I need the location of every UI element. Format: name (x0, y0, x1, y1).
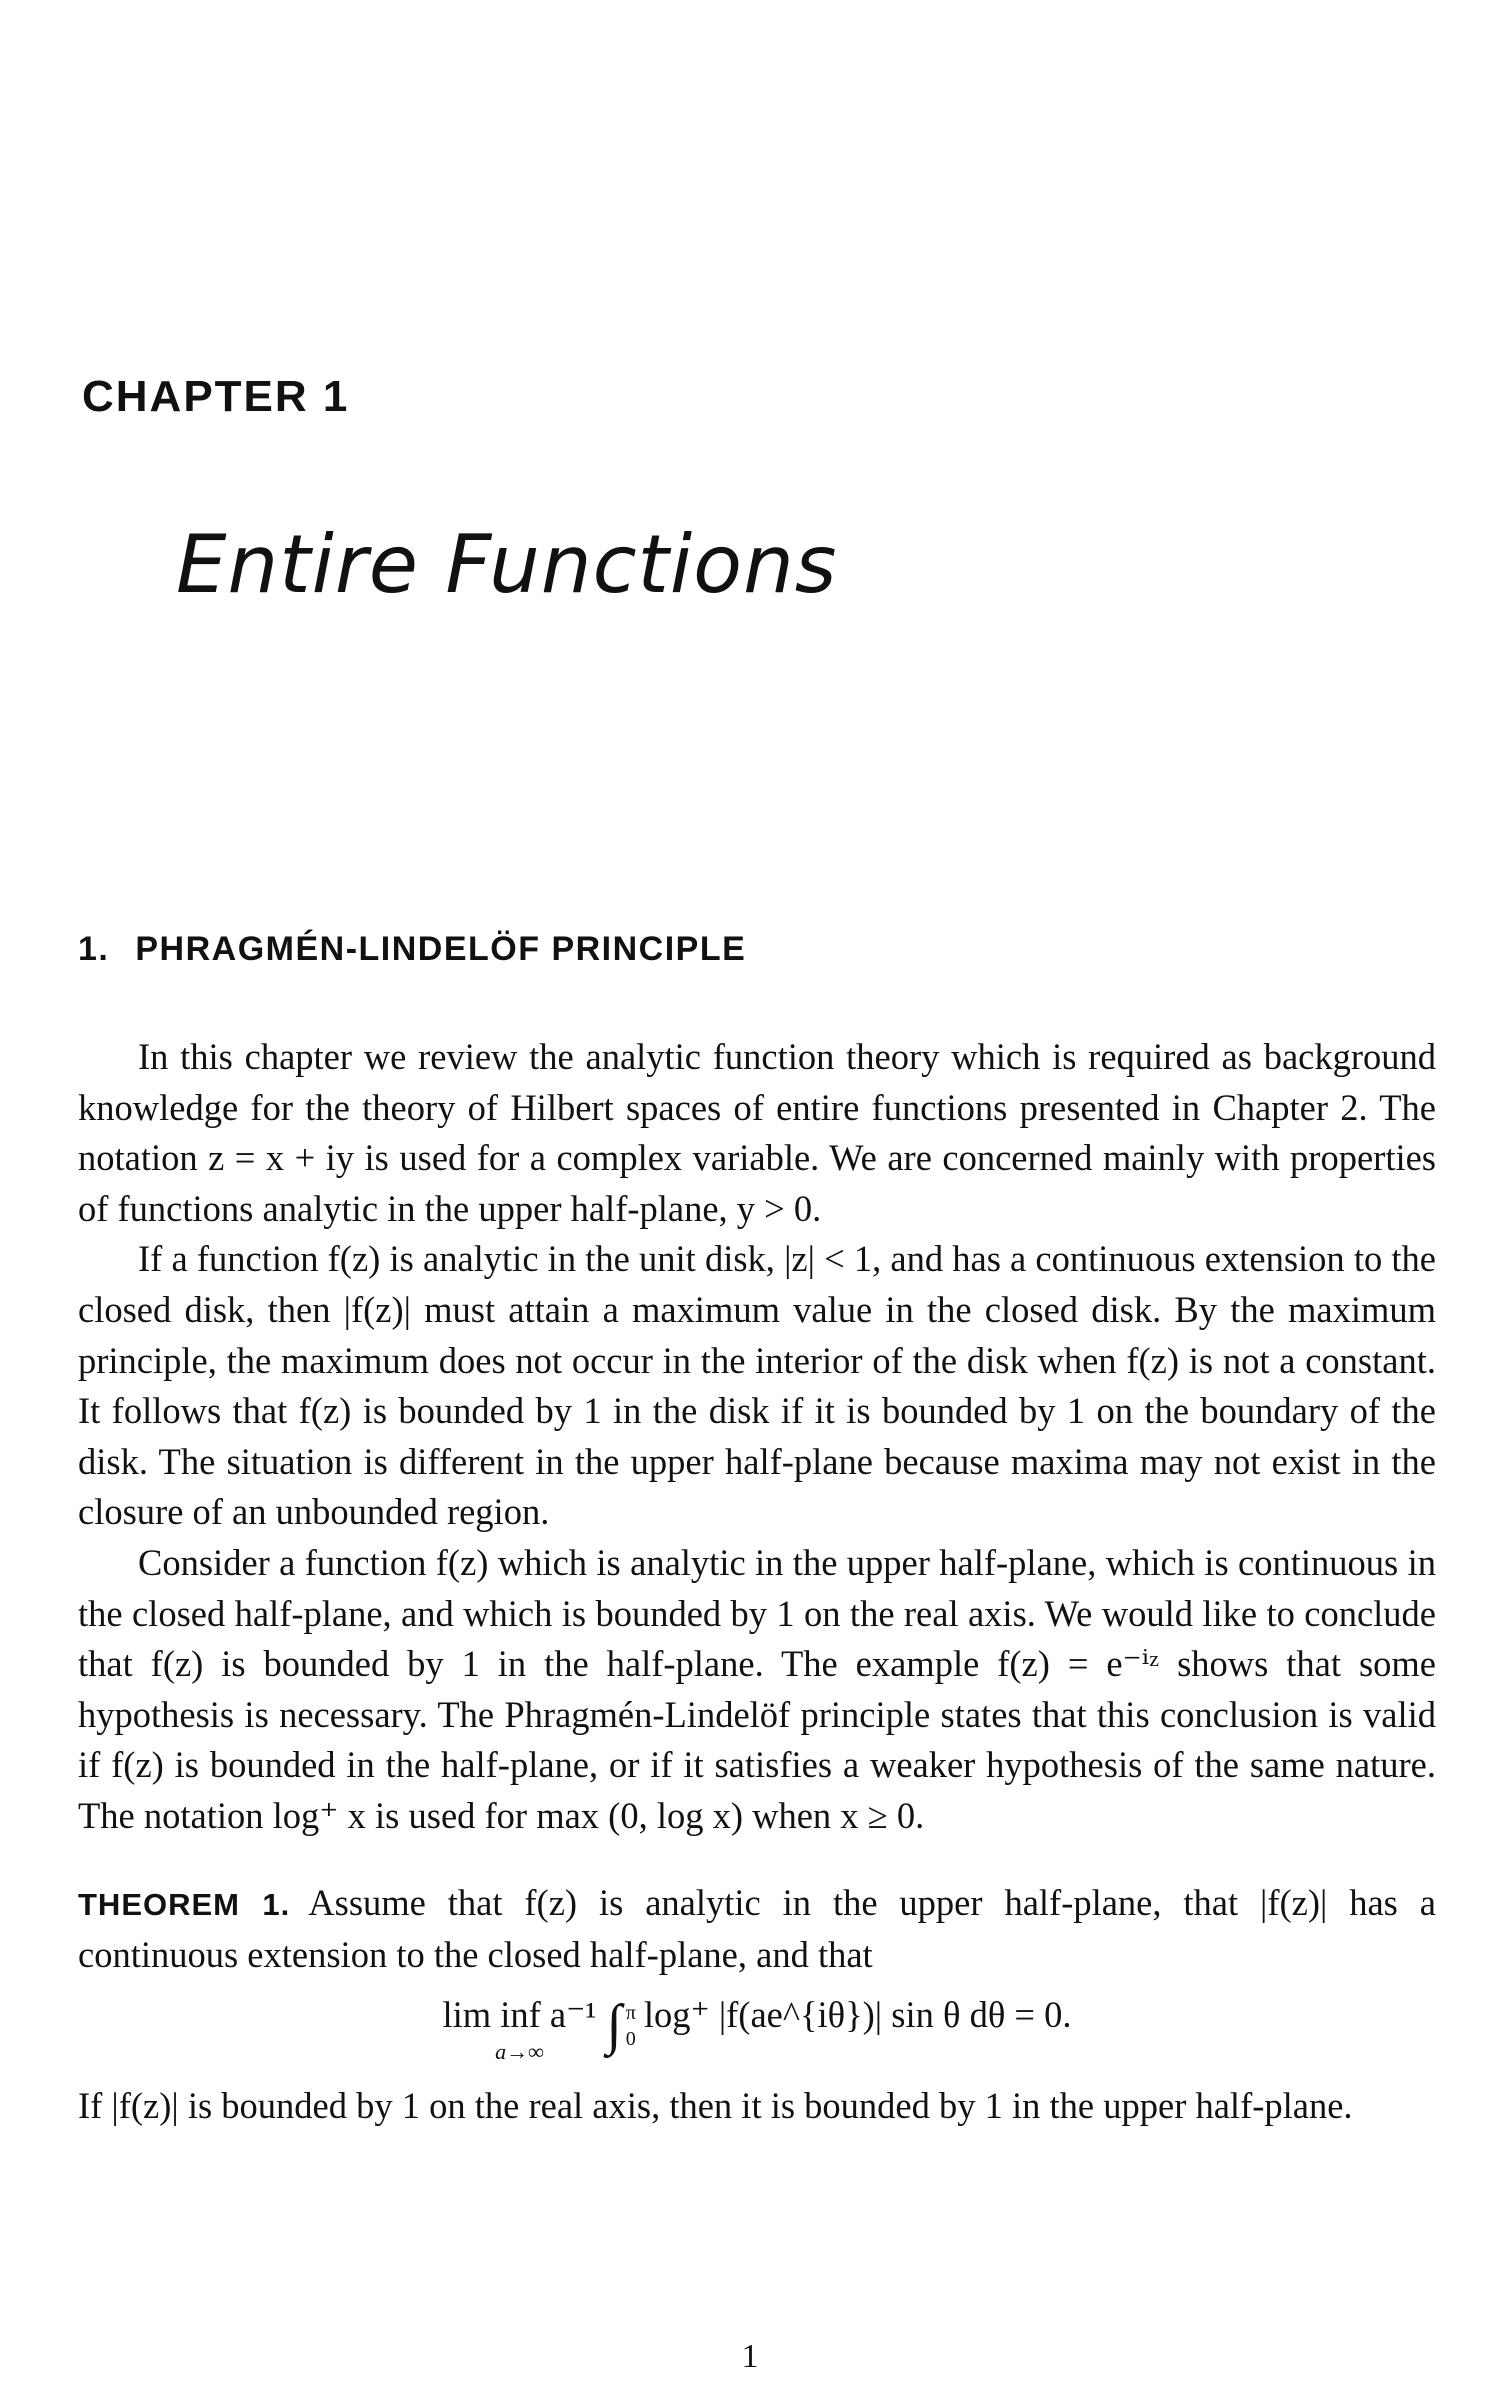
section-title: PHRAGMÉN-LINDELÖF PRINCIPLE (135, 930, 747, 968)
theorem-conclusion: If |f(z)| is bounded by 1 on the real axis, then it is bounded by 1 in the upper half-plane. (78, 2085, 1353, 2127)
paragraph-1: In this chapter we review the analytic function theory which is required as background knowledge for the theory of Hilbert spaces of entire functions presented in Chapter 2. The notation z = x + iy is used for a complex variable. We are concerned mainly with properties of functions analytic in the upper half-plane, y > 0. (78, 1036, 1436, 1229)
page-number: 1 (741, 2338, 759, 2375)
chapter-title: Entire Functions (176, 518, 838, 611)
integrand: log⁺ |f(ae^{iθ})| sin θ dθ = 0. (643, 1993, 1072, 2035)
paragraph-2: If a function f(z) is analytic in the unit disk, |z| < 1, and has a continuous extension to the closed disk, then |f(z)| must attain a maximum value in the closed disk. By the maximum principle, the maximum does not occur in the interior of the disk when f(z) is not a constant. It follows that f(z) is bounded by 1 in the disk if it is bounded by 1 on the boundary of the disk. The situation is different in the upper half-plane because maxima may not exist in the closure of an unbounded region. (78, 1238, 1436, 1533)
integral-limits (626, 2000, 636, 2052)
section-heading (78, 930, 746, 969)
lim-subscript: a→∞ (495, 2039, 544, 2065)
theorem-hypothesis: Assume that f(z) is analytic in the upper half-plane, that |f(z)| has a continuous extension to the closed half-plane, and that (78, 1881, 1436, 1976)
theorem-statement (78, 1878, 1436, 1981)
integral-lower-limit: 0 (625, 2027, 636, 2050)
theorem-formula (78, 1993, 1436, 2065)
integral-sign: ∫ (606, 1993, 622, 2056)
chapter-label: CHAPTER 1 (82, 372, 350, 421)
theorem-label: THEOREM 1. (78, 1886, 291, 1922)
paragraph-3: Consider a function f(z) which is analytic in the upper half-plane, which is continuous in the closed half-plane, and which is bounded by 1 on the real axis. We would like to conclude that f(z) is bounded by 1 in the half-plane. The example f(z) = e⁻ⁱᶻ shows that some hypothesis is necessary. The Phragmén-Lindelöf principle states that this conclusion is valid if f(z) is bounded in the half-plane, or if it satisfies a weaker hypothesis of the same nature. The notation log⁺ x is used for max (0, log x) when x ≥ 0. (78, 1541, 1436, 1836)
lim-inf-operator (442, 1993, 597, 2065)
body-text (78, 1032, 1436, 2132)
section-number: 1. (78, 930, 110, 968)
lim-inf-text: lim inf a⁻¹ (442, 1993, 597, 2035)
integral-upper-limit: π (625, 2001, 636, 2024)
